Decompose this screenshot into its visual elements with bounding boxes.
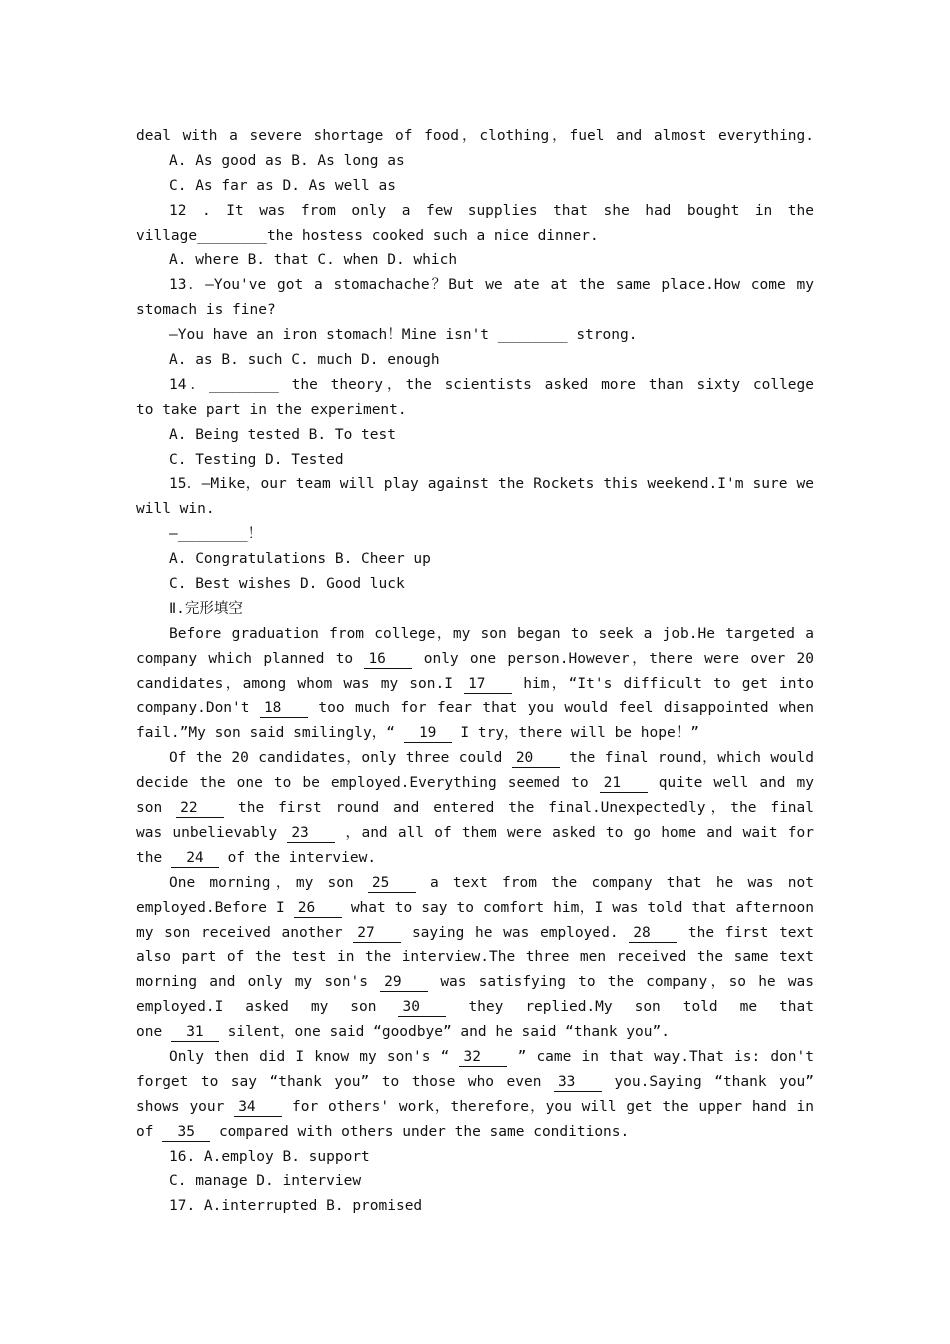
passage-text: a text from the company that he was not <box>430 874 814 891</box>
passage-text: morning and only my son's <box>136 974 368 991</box>
passage-line <box>136 721 814 746</box>
passage-line <box>136 871 814 896</box>
question-14: 14．________ the theory，the scientists asked more than sixty college <box>169 376 814 393</box>
option-line: A. Being tested B. To test <box>169 426 396 443</box>
cloze-blank: 34 <box>234 1099 282 1117</box>
passage-line <box>136 846 814 871</box>
passage-text: him，“It's difficult to get into <box>523 675 814 692</box>
text-line: stomach is fine? <box>136 302 276 319</box>
passage-text: I try，there will be hope！” <box>460 725 699 742</box>
passage-line <box>136 771 814 796</box>
passage-text: Before graduation from college，my son began to seek a job.He targeted a <box>169 625 814 642</box>
passage-text: candidates，among whom was my son.I <box>136 675 453 692</box>
cloze-blank: 25 <box>368 875 416 893</box>
cloze-blank: 18 <box>260 700 308 718</box>
passage-line <box>136 1020 814 1045</box>
cloze-blank: 27 <box>353 925 401 943</box>
passage-line <box>136 746 814 771</box>
passage-text: saying he was employed. <box>411 924 619 941</box>
passage-text: forget to say “thank you” to those who even <box>136 1073 542 1090</box>
question-12: 12 . It was from only a few supplies that she had bought in the <box>169 202 814 219</box>
passage-text: only one person.However，there were over 20 <box>423 650 814 667</box>
passage-text: the first round and entered the final.Unexpectedly，the final <box>237 800 814 817</box>
text-line: —________！ <box>169 526 263 543</box>
passage-text: ” came in that way.That is: don't <box>517 1048 814 1065</box>
passage-text: employed.I asked my son <box>136 999 377 1016</box>
option-line: A. as B. such C. much D. enough <box>169 352 440 369</box>
passage-line <box>136 1120 814 1145</box>
passage-line <box>136 1070 814 1095</box>
option-line: 17. A.interrupted B. promised <box>169 1198 423 1215</box>
passage-text: company which planned to <box>136 650 354 667</box>
passage-text: son <box>136 800 163 817</box>
passage-text: they replied.My son told me that <box>468 999 814 1016</box>
passage-line <box>136 896 814 921</box>
text-line: will win. <box>136 501 215 518</box>
option-line: C. As far as D. As well as <box>169 177 396 194</box>
cloze-blank: 16 <box>364 651 412 669</box>
option-line: 16. A.employ B. support <box>169 1148 370 1165</box>
passage-text: one <box>136 1024 163 1041</box>
text-line: to take part in the experiment. <box>136 401 407 418</box>
passage-line <box>136 970 814 995</box>
cloze-blank: 21 <box>600 775 648 793</box>
passage-text: my son received another <box>136 924 343 941</box>
text-line: village________the hostess cooked such a nice dinner. <box>136 227 599 244</box>
cloze-blank: 32 <box>459 1049 507 1067</box>
cloze-blank: 31 <box>171 1024 219 1042</box>
passage-text: compared with others under the same conditions. <box>218 1123 630 1140</box>
passage-line <box>136 945 814 970</box>
question-15: 15．—Mike，our team will play against the Rockets this weekend.I'm sure we <box>169 476 814 493</box>
passage-text: what to say to comfort him，I was told that afternoon <box>350 899 814 916</box>
passage-text: also part of the test in the interview.The three men received the same text <box>136 949 814 966</box>
option-line: A. Congratulations B. Cheer up <box>169 551 431 568</box>
cloze-blank: 26 <box>294 900 342 918</box>
text-line: deal with a severe shortage of food，clothing，fuel and almost everything. <box>136 128 814 144</box>
cloze-blank: 17 <box>464 676 512 694</box>
cloze-blank: 28 <box>629 925 677 943</box>
passage-text: quite well and my <box>658 775 814 792</box>
section-heading: Ⅱ.完形填空 <box>169 600 243 617</box>
passage-line <box>136 995 814 1020</box>
cloze-blank: 29 <box>380 974 428 992</box>
option-line: C. Best wishes D. Good luck <box>169 576 405 593</box>
passage-text: the final round，which would <box>569 750 814 767</box>
passage-text: One morning，my son <box>169 874 354 891</box>
passage-line <box>136 921 814 946</box>
passage-line <box>136 796 814 821</box>
cloze-blank: 22 <box>176 800 224 818</box>
passage-line <box>136 647 814 672</box>
passage-line <box>136 622 814 647</box>
passage-text: shows your <box>136 1098 225 1115</box>
passage-text: ，and all of them were asked to go home and wait for <box>345 824 814 841</box>
passage-text: the first text <box>687 924 814 941</box>
option-line: A. As good as B. As long as <box>169 152 405 169</box>
passage-line <box>136 821 814 846</box>
passage-line <box>136 1095 814 1120</box>
passage-text: the <box>136 849 163 866</box>
passage-text: Only then did I know my son's “ <box>169 1048 450 1065</box>
passage-text: company.Don't <box>136 700 250 717</box>
passage-text: of the interview. <box>227 849 377 866</box>
passage-line <box>136 672 814 697</box>
passage-text: employed.Before I <box>136 899 285 916</box>
option-line: C. Testing D. Tested <box>169 451 344 468</box>
cloze-blank: 35 <box>162 1124 210 1142</box>
document-page <box>136 124 814 1219</box>
option-line: C. manage D. interview <box>169 1173 362 1190</box>
cloze-blank: 33 <box>554 1074 602 1092</box>
passage-text: of <box>136 1123 154 1140</box>
cloze-blank: 23 <box>287 825 335 843</box>
cloze-passage <box>136 622 814 1145</box>
passage-text: too much for fear that you would feel disappointed when <box>318 700 814 717</box>
passage-text: was satisfying to the company，so he was <box>440 974 814 991</box>
cloze-blank: 19 <box>404 725 452 743</box>
passage-text: decide the one to be employed.Everything seemed to <box>136 775 589 792</box>
passage-text: fail.”My son said smilingly，“ <box>136 725 395 742</box>
cloze-blank: 30 <box>398 999 446 1017</box>
passage-text: for others' work，therefore，you will get the upper hand in <box>292 1098 814 1115</box>
passage-line <box>136 696 814 721</box>
cloze-blank: 20 <box>512 750 560 768</box>
cloze-blank: 24 <box>171 850 219 868</box>
option-line: A. where B. that C. when D. which <box>169 252 458 269</box>
passage-text: you.Saying “thank you” <box>614 1073 814 1090</box>
passage-text: silent，one said “goodbye” and he said “thank you”. <box>227 1024 670 1041</box>
passage-text: Of the 20 candidates，only three could <box>169 750 503 767</box>
passage-line <box>136 1045 814 1070</box>
passage-text: was unbelievably <box>136 824 278 841</box>
text-line: —You have an iron stomach！Mine isn't ________ strong. <box>169 327 638 344</box>
question-13: 13．—You've got a stomachache？But we ate at the same place.How come my <box>169 277 814 294</box>
